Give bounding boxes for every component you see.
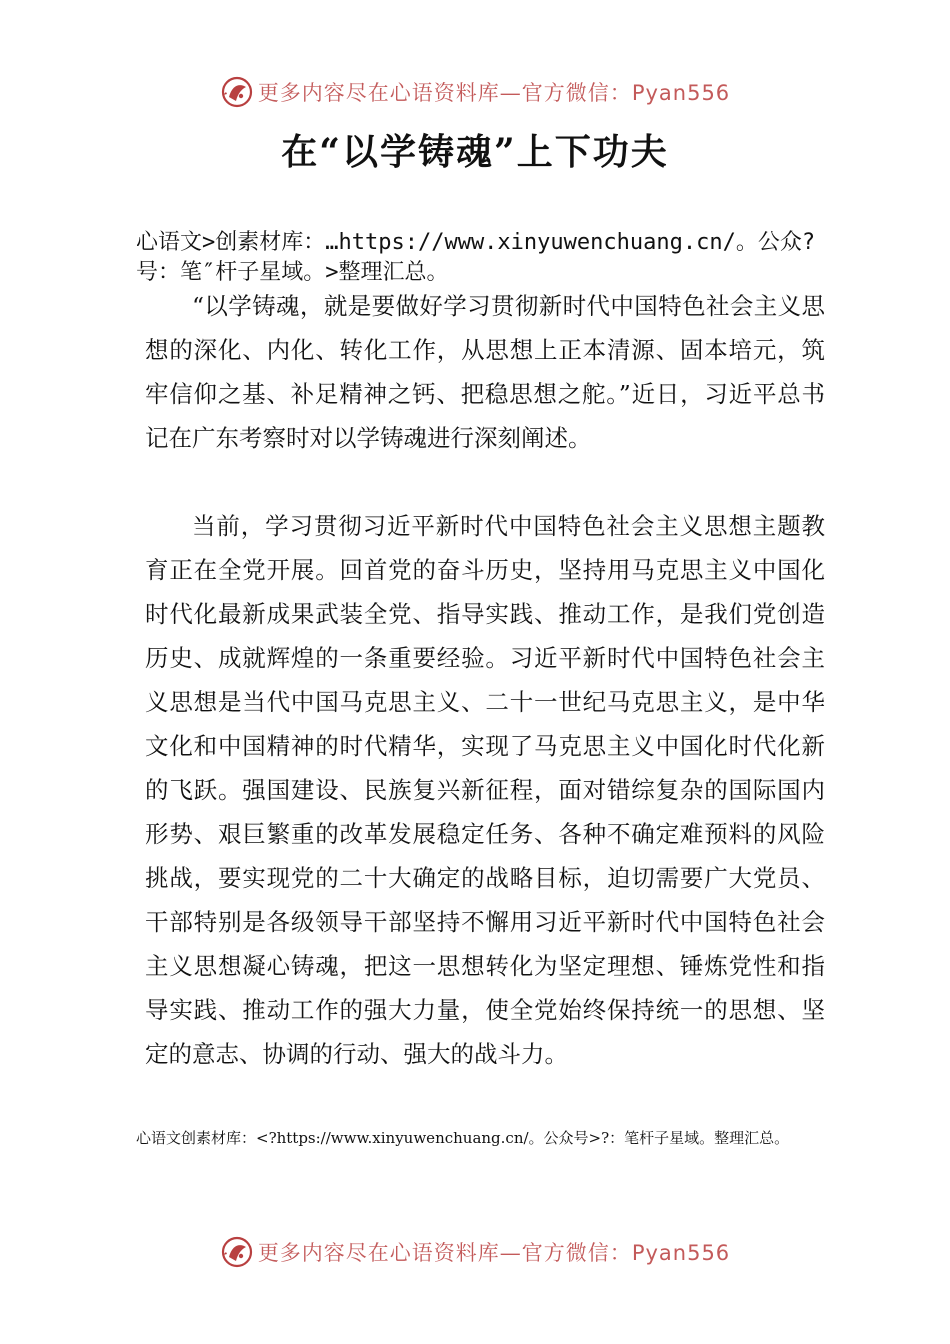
footer-source-line: 心语文创素材库：<?https://www.xinyuwenchuang.cn/。公众号>?：笔杆子星域。整理汇总。 xyxy=(136,1129,790,1147)
paragraph-1: “以学铸魂，就是要做好学习贯彻新时代中国特色社会主义思想的深化、内化、转化工作，从思想上正本清源、固本培元，筑牢信仰之基、补足精神之钙、把稳思想之舵。”近日，习近平总书记在广东考察时对以学铸魂进行深刻阐述。 xyxy=(145,292,825,452)
wechat-id: Pyan556 xyxy=(631,1241,731,1265)
banner-text: 更多内容尽在心语资料库—官方微信：Pyan556 xyxy=(257,1241,731,1265)
wechat-id: Pyan556 xyxy=(631,81,731,105)
footer-banner xyxy=(0,1232,950,1272)
seal-logo-icon xyxy=(220,1235,254,1269)
header-banner xyxy=(0,72,950,112)
source-line: 心语文>创素材库：…https://www.xinyuwenchuang.cn/。公众?号：笔″杆子星域。>整理汇总。 xyxy=(136,230,816,285)
seal-logo-icon xyxy=(220,75,254,109)
page-title: 在“以学铸魂”上下功夫 xyxy=(281,131,669,173)
paragraph-2: 当前，学习贯彻习近平新时代中国特色社会主义思想主题教育正在全党开展。回首党的奋斗历史，坚持用马克思主义中国化时代化最新成果武装全党、指导实践、推动工作，是我们党创造历史、成就辉煌的一条重要经验。习近平新时代中国特色社会主义思想是当代中国马克思主义、二十一世纪马克思主义，是中华文化和中国精神的时代精华，实现了马克思主义中国化时代化新的飞跃。强国建设、民族复兴新征程，面对错综复杂的国际国内形势、艰巨繁重的改革发展稳定任务、各种不确定难预料的风险挑战，要实现党的二十大确定的战略目标，迫切需要广大党员、干部特别是各级领导干部坚持不懈用习近平新时代中国特色社会主义思想凝心铸魂，把这一思想转化为坚定理想、锤炼党性和指导实践、推动工作的强大力量，使全党始终保持统一的思想、坚定的意志、协调的行动、强大的战斗力。 xyxy=(145,512,825,1068)
banner-text: 更多内容尽在心语资料库—官方微信：Pyan556 xyxy=(257,81,731,105)
